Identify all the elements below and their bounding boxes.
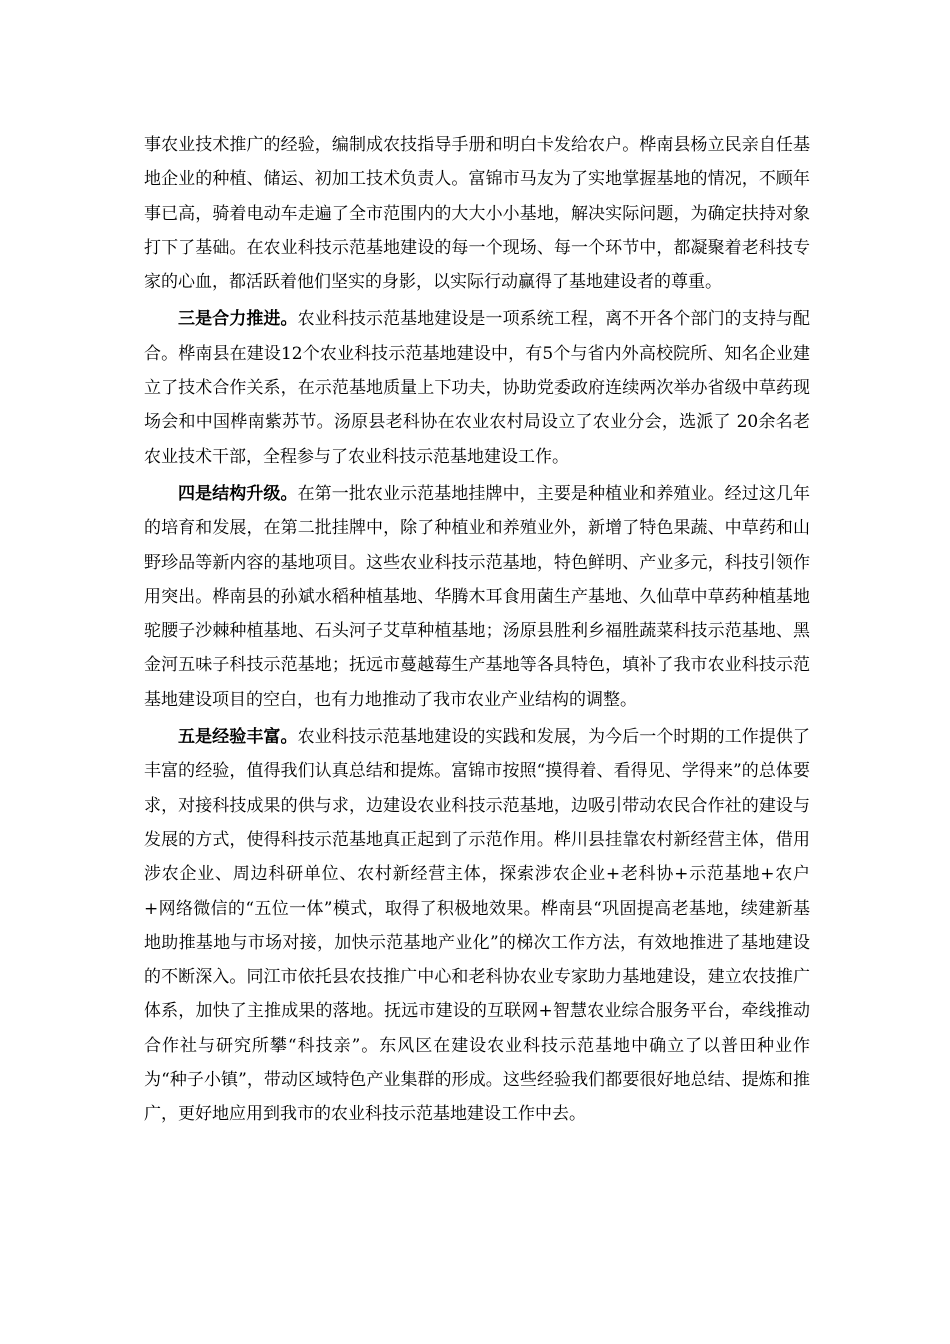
paragraph-rich-experience [144, 720, 810, 1132]
paragraph-lead-heading: 四是结构升级。 [178, 483, 298, 504]
paragraph-structure-upgrade [144, 477, 810, 717]
document-body [144, 128, 810, 1132]
paragraph-lead-heading: 三是合力推进。 [178, 309, 298, 330]
paragraph-text: 在第一批农业示范基地挂牌中，主要是种植业和养殖业。经过这几年的培育和发展，在第二批挂牌中，除了种植业和养殖业外，新增了特色果蔬、中草药和山野珍品等新内容的基地项目。这些农业科技示范基地，特色鲜明、产业多元，科技引领作用突出。桦南县的孙斌水稻种植基地、华腾木耳食用菌生产基地、久仙草中草药种植基地驼腰子沙棘种植基地、石头河子艾草种植基地；汤原县胜利乡福胜蔬菜科技示范基地、黑金河五味子科技示范基地；抚远市蔓越莓生产基地等各具特色，填补了我市农业科技示范基地建设项目的空白，也有力地推动了我市农业产业结构的调整。 [144, 483, 811, 710]
paragraph-joint-promotion [144, 302, 810, 473]
paragraph-text: 农业科技示范基地建设的实践和发展，为今后一个时期的工作提供了丰富的经验，值得我们认真总结和提炼。富锦市按照“摸得着、看得见、学得来”的总体要求，对接科技成果的供与求，边建设农业科技示范基地，边吸引带动农民合作社的建设与发展的方式，使得科技示范基地真正起到了示范作用。桦川县挂靠农村新经营主体，借用涉农企业、周边科研单位、农村新经营主体，探索涉农企业+老科协+示范基地+农户+网络微信的“五位一体”模式，取得了积极地效果。桦南县“巩固提高老基地，续建新基地助推基地与市场对接，加快示范基地产业化”的梯次工作方法，有效地推进了基地建设的不断深入。同江市依托县农技推广中心和老科协农业专家助力基地建设，建立农技推广体系，加快了主推成果的落地。抚远市建设的互联网+智慧农业综合服务平台，牵线推动合作社与研究所攀“科技亲”。东风区在建设农业科技示范基地中确立了以普田种业作为“种子小镇”，带动区域特色产业集群的形成。这些经验我们都要很好地总结、提炼和推广，更好地应用到我市的农业科技示范基地建设工作中去。 [144, 727, 811, 1125]
paragraph-text: 事农业技术推广的经验，编制成农技指导手册和明白卡发给农户。桦南县杨立民亲自任基地企业的种植、储运、初加工技术负责人。富锦市马友为了实地掌握基地的情况，不顾年事已高，骑着电动车走遍了全市范围内的大大小小基地，解决实际问题，为确定扶持对象打下了基础。在农业科技示范基地建设的每一个现场、每一个环节中，都凝聚着老科技专家的心血，都活跃着他们坚实的身影，以实际行动赢得了基地建设者的尊重。 [144, 135, 810, 293]
paragraph-text: 农业科技示范基地建设是一项系统工程，离不开各个部门的支持与配合。桦南县在建设12个农业科技示范基地建设中，有5个与省内外高校院所、知名企业建立了技术合作关系，在示范基地质量上下功夫，协助党委政府连续两次举办省级中草药现场会和中国桦南紫苏节。汤原县老科协在农业农村局设立了农业分会，选派了 20余名老农业技术干部，全程参与了农业科技示范基地建设工作。 [144, 309, 811, 467]
paragraph-expert-contributions [144, 128, 810, 299]
paragraph-lead-heading: 五是经验丰富。 [178, 727, 298, 748]
